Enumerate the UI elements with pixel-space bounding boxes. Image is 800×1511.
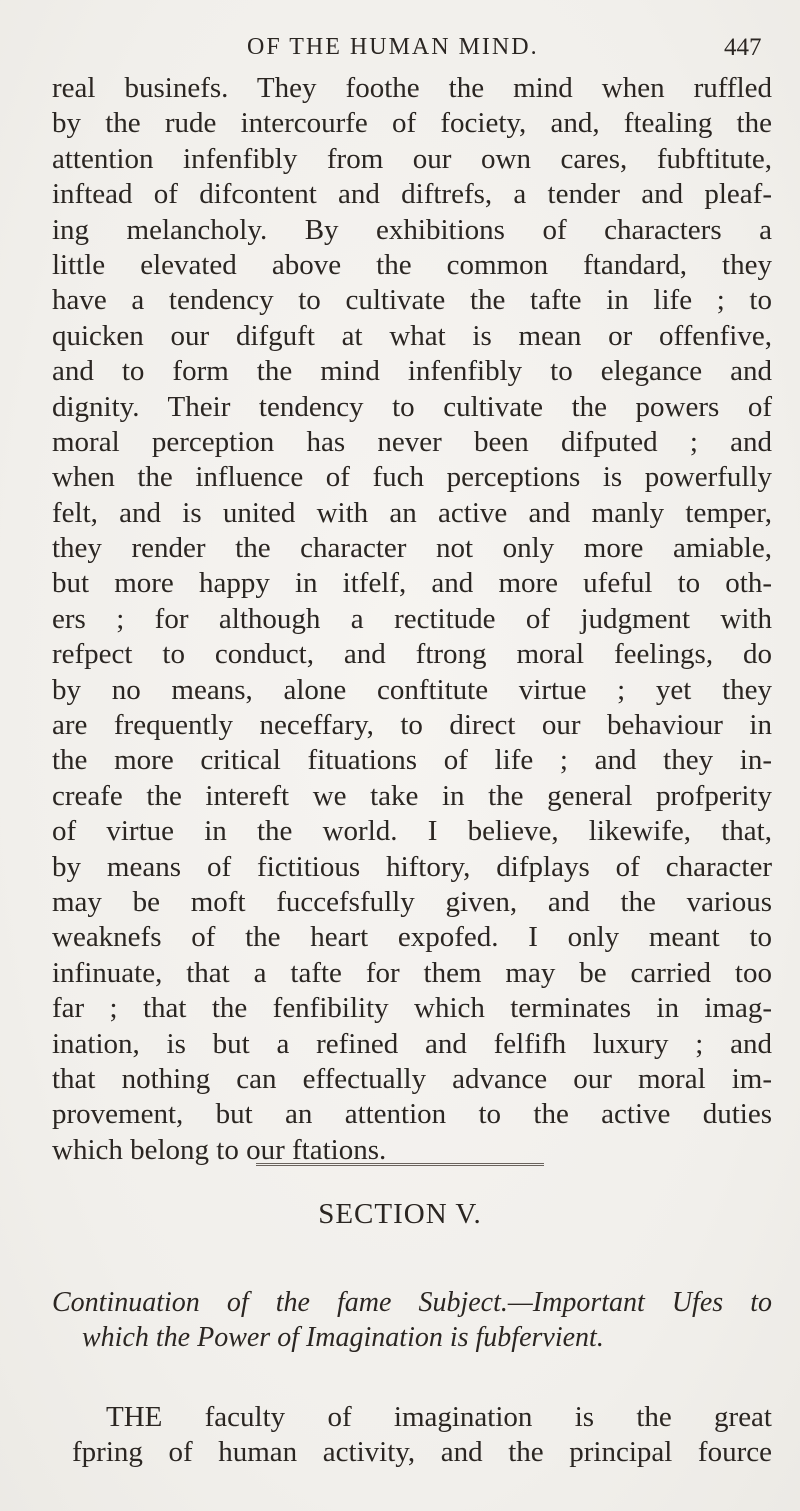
subtitle-line: which the Power of Imagination is fubfervient.	[82, 1322, 604, 1354]
text-line: and to form the mind infenfibly to elegance and	[52, 355, 772, 388]
text-line: the more critical fituations of life ; and they in-	[52, 744, 772, 777]
text-line: may be moft fuccefsfully given, and the various	[52, 885, 772, 918]
text-line: real businefs. They foothe the mind when ruffled	[52, 72, 772, 104]
text-line: by the rude intercourfe of fociety, and, ftealing the	[52, 107, 772, 140]
text-line: they render the character not only more amiable,	[52, 532, 772, 565]
text-line: are frequently neceffary, to direct our behaviour in	[52, 709, 772, 742]
text-line: of virtue in the world. I believe, likewife, that,	[52, 815, 772, 848]
text-line: which belong to our ftations.	[52, 1133, 387, 1166]
text-line: by no means, alone conftitute virtue ; yet they	[52, 673, 772, 706]
text-line: creafe the intereft we take in the general profperity	[52, 779, 772, 812]
text-line: have a tendency to cultivate the tafte in life ; to	[52, 284, 772, 317]
text-line: fpring of human activity, and the principal fource	[72, 1436, 772, 1469]
text-line: ing melancholy. By exhibitions of characters a	[52, 213, 772, 246]
text-line: when the influence of fuch perceptions is powerfully	[52, 461, 772, 494]
section-subtitle	[52, 1285, 772, 1356]
text-line: attention infenfibly from our own cares, fubftitute,	[52, 142, 772, 175]
text-line: provement, but an attention to the active duties	[52, 1098, 772, 1131]
text-line: by means of fictitious hiftory, difplays of character	[52, 850, 772, 883]
body-paragraph	[52, 71, 772, 1168]
text-line: ers ; for although a rectitude of judgment with	[52, 602, 772, 635]
section-divider	[256, 1163, 544, 1166]
running-title: OF THE HUMAN MIND.	[247, 34, 539, 60]
text-line: ination, is but a refined and felfifh luxury ; and	[52, 1027, 772, 1060]
text-line: infinuate, that a tafte for them may be carried too	[52, 956, 772, 989]
text-line: felt, and is united with an active and manly temper,	[52, 496, 772, 529]
text-line: that nothing can effectually advance our moral im-	[52, 1062, 772, 1095]
section-heading: SECTION V.	[318, 1198, 482, 1230]
subtitle-line: Continuation of the fame Subject.—Important Ufes to	[52, 1287, 772, 1318]
text-line: but more happy in itfelf, and more ufeful to oth-	[52, 567, 772, 600]
text-line: moral perception has never been difputed ; and	[52, 425, 772, 458]
running-header	[0, 10, 800, 61]
page-number: 447	[724, 34, 762, 61]
text-line: quicken our difguft at what is mean or offenfive,	[52, 319, 772, 352]
text-line: far ; that the fenfibility which terminates in imag-	[52, 992, 772, 1025]
text-line: dignity. Their tendency to cultivate the powers of	[52, 390, 772, 423]
text-line: inftead of difcontent and diftrefs, a tender and pleaf-	[52, 178, 772, 211]
text-line: refpect to conduct, and ftrong moral feelings, do	[52, 638, 772, 671]
text-line: little elevated above the common ftandard, they	[52, 248, 772, 281]
text-line: weaknefs of the heart expofed. I only meant to	[52, 921, 772, 954]
text-line: THE faculty of imagination is the great	[106, 1401, 772, 1433]
section-opening-paragraph	[52, 1400, 772, 1471]
